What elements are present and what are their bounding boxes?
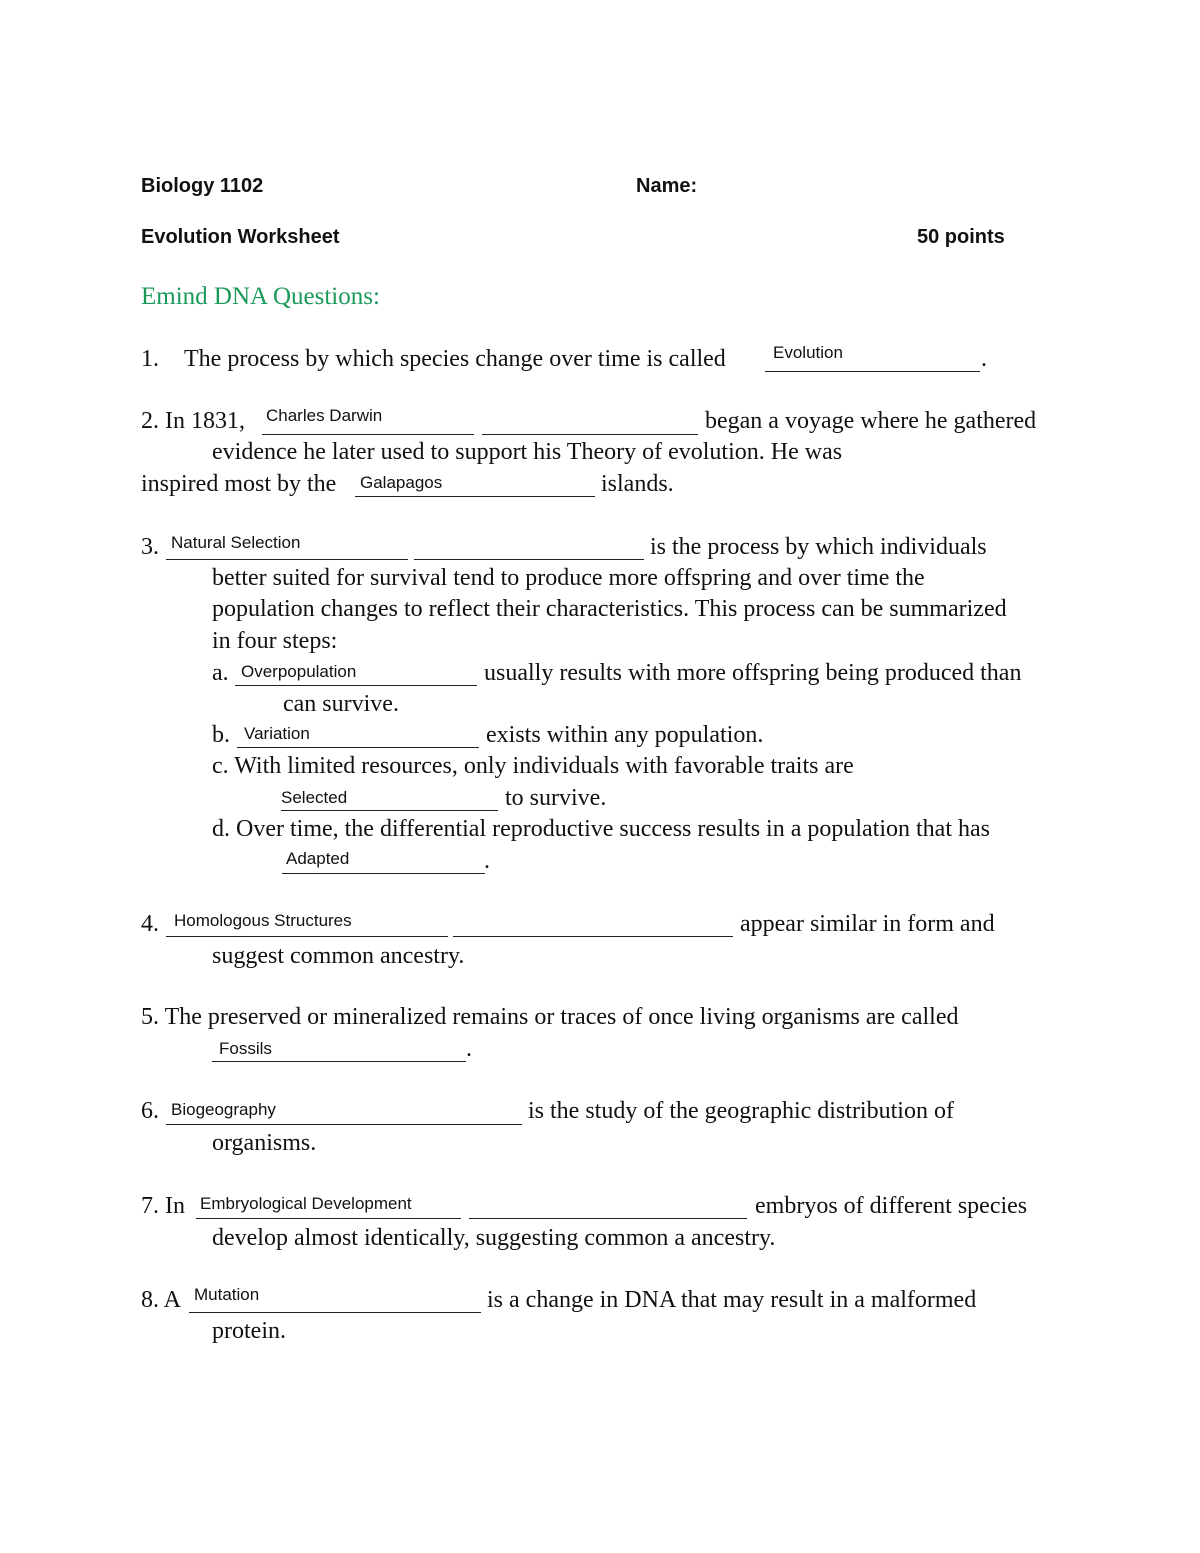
q3-blank-first[interactable]	[166, 559, 408, 560]
q3c-text: c. With limited resources, only individuals with favorable traits are	[212, 753, 854, 779]
q3-prefix: 3.	[141, 534, 159, 560]
q3-line3: population changes to reflect their characteristics. This process can be summarized	[212, 596, 1007, 622]
q2-line3-prefix: inspired most by the	[141, 471, 337, 497]
q4-line2: suggest common ancestry.	[212, 943, 465, 969]
q2-line2: evidence he later used to support his Theory of evolution. He was	[212, 439, 843, 465]
q4-blank-last[interactable]	[453, 936, 733, 937]
q4-blank-first[interactable]	[166, 936, 448, 937]
q8-line2: protein.	[212, 1318, 286, 1344]
q8-blank[interactable]	[189, 1312, 481, 1313]
q2-prefix: 2. In 1831,	[141, 408, 245, 434]
q3d-answer[interactable]: Adapted	[286, 849, 350, 868]
q3a-prefix: a.	[212, 660, 229, 686]
points-label: 50 points	[917, 226, 1005, 248]
q6-line2: organisms.	[212, 1130, 317, 1156]
q3c-blank[interactable]	[281, 810, 498, 811]
q3c-answer[interactable]: Selected	[281, 788, 348, 807]
q4-text-after: appear similar in form and	[740, 911, 995, 937]
q7-blank-last[interactable]	[469, 1218, 747, 1219]
q8-text-after: is a change in DNA that may result in a malformed	[487, 1287, 977, 1313]
q5-text: 5. The preserved or mineralized remains or traces of once living organisms are called	[141, 1004, 959, 1030]
q2-line3-suffix: islands.	[601, 471, 674, 497]
q5-answer[interactable]: Fossils	[219, 1039, 272, 1058]
section-title: Emind DNA Questions:	[141, 283, 380, 310]
q4-answer[interactable]: Homologous Structures	[174, 911, 352, 930]
q7-answer[interactable]: Embryological Development	[200, 1194, 412, 1213]
q6-prefix: 6.	[141, 1098, 159, 1124]
q8-prefix: 8. A	[141, 1287, 182, 1313]
worksheet-title: Evolution Worksheet	[141, 226, 340, 248]
q5-blank[interactable]	[212, 1061, 466, 1062]
q3b-answer[interactable]: Variation	[244, 724, 310, 743]
q1-text: The process by which species change over time is called	[184, 346, 726, 372]
q1-answer[interactable]: Evolution	[773, 343, 843, 362]
q2-text-after: began a voyage where he gathered	[705, 408, 1037, 434]
q3b-text: exists within any population.	[486, 722, 764, 748]
q2-islands-blank[interactable]	[355, 496, 595, 497]
q3-blank-last[interactable]	[414, 559, 644, 560]
q7-prefix: 7. In	[141, 1193, 185, 1219]
course-label: Biology 1102	[141, 175, 264, 197]
q1-number: 1.	[141, 346, 159, 372]
q7-text-after: embryos of different species	[755, 1193, 1028, 1219]
q3a-answer[interactable]: Overpopulation	[241, 662, 357, 681]
q3b-blank[interactable]	[237, 747, 479, 748]
q1-blank[interactable]	[765, 371, 980, 372]
q3a-line2: can survive.	[283, 691, 399, 717]
q3d-suffix: .	[484, 848, 490, 874]
q3a-text: usually results with more offspring being produced than	[484, 660, 1022, 686]
q3d-blank[interactable]	[282, 873, 485, 874]
q3a-blank[interactable]	[235, 685, 477, 686]
q8-answer[interactable]: Mutation	[194, 1285, 260, 1304]
q6-text-after: is the study of the geographic distribution of	[528, 1098, 954, 1124]
q3d-text: d. Over time, the differential reproductive success results in a population that has	[212, 816, 990, 842]
q5-end: .	[466, 1036, 472, 1062]
q1-end: .	[981, 346, 987, 372]
q6-blank[interactable]	[166, 1124, 522, 1125]
q3b-prefix: b.	[212, 722, 230, 748]
q7-blank-first[interactable]	[196, 1218, 461, 1219]
q3-text-after: is the process by which individuals	[650, 534, 987, 560]
q2-blank-first[interactable]	[262, 434, 474, 435]
q2-answer[interactable]: Charles Darwin	[266, 406, 383, 425]
q3c-suffix: to survive.	[505, 785, 607, 811]
q2-blank-last[interactable]	[482, 434, 698, 435]
q3-answer[interactable]: Natural Selection	[171, 533, 301, 552]
q2-answer2[interactable]: Galapagos	[360, 473, 443, 492]
q3-line2: better suited for survival tend to produce more offspring and over time the	[212, 565, 925, 591]
q4-prefix: 4.	[141, 911, 159, 937]
name-label: Name:	[636, 175, 698, 197]
q3-line4: in four steps:	[212, 628, 338, 654]
q6-answer[interactable]: Biogeography	[171, 1100, 276, 1119]
q7-line2: develop almost identically, suggesting common a ancestry.	[212, 1225, 776, 1251]
